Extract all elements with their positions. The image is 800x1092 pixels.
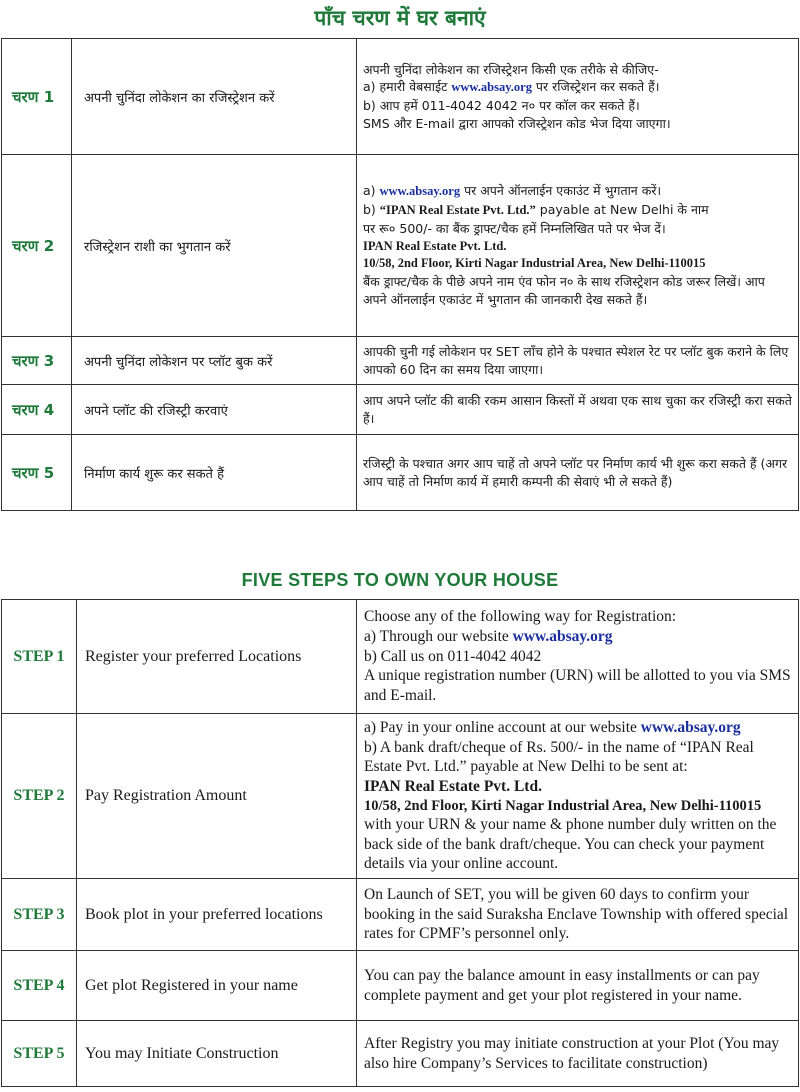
company-address: 10/58, 2nd Floor, Kirti Nagar Industrial Area, New Delhi-110015 bbox=[363, 256, 706, 271]
step-title: You may Initiate Construction bbox=[77, 1021, 357, 1087]
company-name: IPAN Real Estate Pvt. Ltd. bbox=[363, 238, 507, 253]
step-detail bbox=[357, 714, 799, 879]
detail-option-a bbox=[364, 718, 791, 738]
detail-text: पर रजिस्ट्रेशन कर सकते हैं। bbox=[531, 79, 660, 95]
step-detail bbox=[357, 39, 799, 155]
detail-text: पर अपने ऑनलाईन एकाउंट में भुगतान करें। bbox=[460, 183, 662, 199]
table-row bbox=[2, 879, 799, 951]
step-label: चरण 1 bbox=[2, 39, 72, 155]
english-steps-table bbox=[1, 599, 799, 1087]
detail-option-a bbox=[364, 627, 791, 647]
hindi-heading: पाँच चरण में घर बनाएं bbox=[314, 6, 486, 30]
detail-text: with your URN & your name & phone number duly written on the back side of the bank draft/cheque. You can check your payment details via your online account. bbox=[364, 816, 777, 873]
table-row bbox=[2, 385, 799, 435]
detail-text: पर रू० 500/- का बैंक ड्राफ्ट/चैक हमें निम्नलिखित पते पर भेज दें। bbox=[363, 220, 666, 236]
table-row bbox=[2, 435, 799, 511]
step-detail bbox=[357, 155, 799, 337]
step-detail: On Launch of SET, you will be given 60 days to confirm your booking in the said Suraksha Enclave Township with offered special rates for CPMF’s personnel only. bbox=[357, 879, 799, 951]
detail-option-b: b) Call us on 011-4042 4042 bbox=[364, 647, 542, 665]
detail-text: payable at New Delhi के नाम bbox=[535, 202, 709, 218]
detail-note: SMS और E-mail द्वारा आपको रजिस्ट्रेशन कोड भेज दिया जाएगा। bbox=[363, 115, 671, 131]
step-title: अपनी चुनिंदा लोकेशन पर प्लॉट बुक करें bbox=[72, 337, 357, 385]
step-title: Register your preferred Locations bbox=[77, 600, 357, 714]
detail-option-b: b) आप हमें 011-4042 4042 न० पर कॉल कर सकते हैं। bbox=[363, 98, 640, 113]
detail-option-a bbox=[363, 78, 792, 97]
table-row bbox=[2, 951, 799, 1021]
step-label: STEP 2 bbox=[2, 714, 77, 879]
website-link[interactable]: www.absay.org bbox=[451, 80, 532, 95]
step-label: STEP 1 bbox=[2, 600, 77, 714]
table-row bbox=[2, 39, 799, 155]
detail-text: a) Through our website bbox=[364, 627, 513, 645]
detail-text: a) हमारी वेबसाईट bbox=[363, 79, 452, 95]
step-label: चरण 3 bbox=[2, 337, 72, 385]
step-title: Get plot Registered in your name bbox=[77, 951, 357, 1021]
table-row bbox=[2, 1021, 799, 1087]
step-title: अपनी चुनिंदा लोकेशन का रजिस्ट्रेशन करें bbox=[72, 39, 357, 155]
detail-option-b: b) A bank draft/cheque of Rs. 500/- in the name of “IPAN Real Estate Pvt. Ltd.” payable at New Delhi to be sent at: bbox=[364, 738, 754, 776]
website-link[interactable]: www.absay.org bbox=[379, 184, 461, 199]
detail-note: A unique registration number (URN) will be allotted to you via SMS and E-mail. bbox=[364, 667, 791, 704]
payee-name: “IPAN Real Estate Pvt. Ltd.” bbox=[379, 203, 536, 218]
website-link[interactable]: www.absay.org bbox=[512, 627, 613, 645]
step-detail: आप अपने प्लॉट की बाकी रकम आसान किस्तों में अथवा एक साथ चुका कर रजिस्ट्री करा सकते हैं। bbox=[357, 385, 799, 435]
detail-text: a) bbox=[363, 183, 380, 199]
step-label: चरण 5 bbox=[2, 435, 72, 511]
detail-intro: Choose any of the following way for Registration: bbox=[364, 608, 677, 626]
step-detail: रजिस्ट्री के पश्चात अगर आप चाहें तो अपने प्लॉट पर निर्माण कार्य भी शुरू करा सकते हैं (अगर आप चाहें तो निर्माण कार्य में हमारी कम्पनी की सेवाएं भी ले सकते हैं) bbox=[357, 435, 799, 511]
company-address: 10/58, 2nd Floor, Kirti Nagar Industrial Area, New Delhi-110015 bbox=[364, 797, 762, 814]
step-title: रजिस्ट्रेशन राशी का भुगतान करें bbox=[72, 155, 357, 337]
step-title: Book plot in your preferred locations bbox=[77, 879, 357, 951]
step-detail: आपकी चुनी गई लोकेशन पर SET लाँच होने के पश्चात स्पेशल रेट पर प्लॉट बुक कराने के लिए आपको 60 दिन का समय दिया जाएगा। bbox=[357, 337, 799, 385]
step-label: STEP 3 bbox=[2, 879, 77, 951]
detail-text: a) Pay in your online account at our website bbox=[364, 718, 641, 736]
detail-intro: अपनी चुनिंदा लोकेशन का रजिस्ट्रेशन किसी एक तरीके से कीजिए- bbox=[363, 61, 659, 77]
step-label: चरण 4 bbox=[2, 385, 72, 435]
step-label: STEP 5 bbox=[2, 1021, 77, 1087]
table-row bbox=[2, 337, 799, 385]
table-row bbox=[2, 600, 799, 714]
step-detail: After Registry you may initiate construction at your Plot (You may also hire Company’s Services to facilitate construction) bbox=[357, 1021, 799, 1087]
step-label: चरण 2 bbox=[2, 155, 72, 337]
step-title: Pay Registration Amount bbox=[77, 714, 357, 879]
table-row bbox=[2, 155, 799, 337]
table-row bbox=[2, 714, 799, 879]
english-heading: FIVE STEPS TO OWN YOUR HOUSE bbox=[241, 570, 559, 590]
detail-text: बैंक ड्राफ्ट/चैक के पीछे अपने नाम एंव फोन न० के साथ रजिस्ट्रेशन कोड जरूर लिखें। आप अपने ऑनलाईन एकाउंट में भुगतान की जानकारी देख सकते हैं। bbox=[363, 274, 765, 307]
detail-option-b bbox=[363, 201, 792, 220]
step-title: निर्माण कार्य शुरू कर सकते हैं bbox=[72, 435, 357, 511]
step-detail bbox=[357, 600, 799, 714]
detail-text: b) bbox=[363, 202, 380, 218]
website-link[interactable]: www.absay.org bbox=[640, 718, 741, 736]
detail-option-a bbox=[363, 182, 792, 201]
step-label: STEP 4 bbox=[2, 951, 77, 1021]
step-detail: You can pay the balance amount in easy installments or can pay complete payment and get your plot registered in your name. bbox=[357, 951, 799, 1021]
step-title: अपने प्लॉट की रजिस्ट्री करवाएं bbox=[72, 385, 357, 435]
hindi-steps-table bbox=[1, 38, 799, 511]
company-name: IPAN Real Estate Pvt. Ltd. bbox=[364, 777, 542, 795]
